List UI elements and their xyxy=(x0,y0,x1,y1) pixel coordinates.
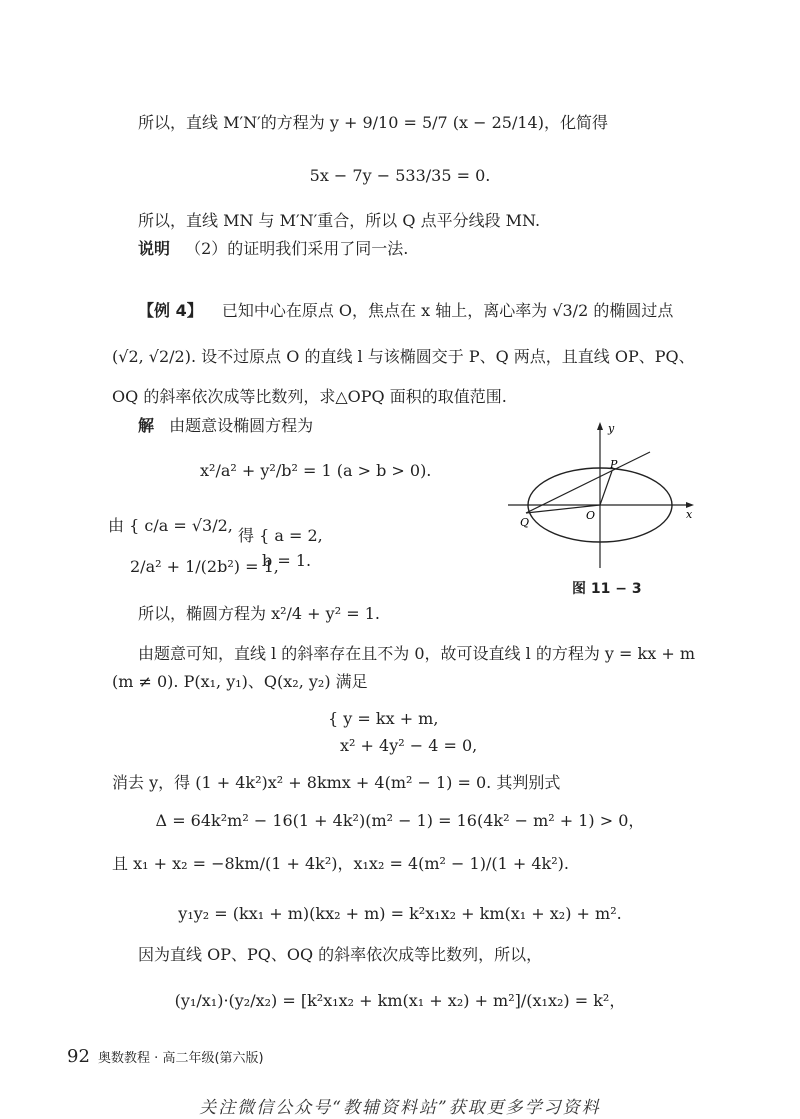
text-line: (√2, √2/2). 设不过原点 O 的直线 l 与该椭圆交于 P、Q 两点，且直线 OP、PQ、 xyxy=(112,347,695,366)
label-o: O xyxy=(586,509,596,522)
equation-system: x² + 4y² − 4 = 0, xyxy=(340,736,478,755)
equation: x²/a² + y²/b² = 1 (a > b > 0). xyxy=(200,461,432,480)
note-line xyxy=(138,238,408,260)
text-line: OQ 的斜率依次成等比数列，求△OPQ 面积的取值范围. xyxy=(112,387,507,406)
page-number: 92 xyxy=(67,1046,90,1067)
note-label: 说明 xyxy=(138,239,171,258)
label-p: P xyxy=(610,458,618,471)
example-line xyxy=(138,300,673,322)
equation-system-result: b = 1. xyxy=(262,551,312,570)
example-text: 已知中心在原点 O，焦点在 x 轴上，离心率为 √3/2 的椭圆过点 xyxy=(221,301,674,320)
equation-system: { y = kx + m, xyxy=(328,709,439,728)
solution-text: 由题意设椭圆方程为 xyxy=(169,416,314,435)
label-y: y xyxy=(608,422,615,435)
watermark: 关注微信公众号“教辅资料站”获取更多学习资料 xyxy=(199,1098,601,1118)
equation: 5x − 7y − 533/35 = 0. xyxy=(309,166,491,185)
example-label: 【例 4】 xyxy=(138,301,203,320)
equation-system: 由 { c/a = √3/2, xyxy=(108,516,233,535)
text-line: 所以，椭圆方程为 x²/4 + y² = 1. xyxy=(138,604,380,623)
note-text: （2）的证明我们采用了同一法. xyxy=(185,239,409,258)
text-line: (m ≠ 0). P(x₁, y₁)、Q(x₂, y₂) 满足 xyxy=(112,672,368,691)
ellipse-figure xyxy=(500,418,700,578)
equation-system-result: 得 { a = 2, xyxy=(238,526,323,545)
line-l xyxy=(526,452,650,513)
page-footer xyxy=(67,1046,264,1067)
equation: Δ = 64k²m² − 16(1 + 4k²)(m² − 1) = 16(4k² − m² + 1) > 0， xyxy=(155,811,645,830)
text-line: 由题意可知，直线 l 的斜率存在且不为 0，故可设直线 l 的方程为 y = kx + m xyxy=(138,644,696,663)
solution-label: 解 xyxy=(138,416,155,435)
figure-caption: 图 11 − 3 xyxy=(572,581,642,597)
text-line: 消去 y，得 (1 + 4k²)x² + 8kmx + 4(m² − 1) = 0. 其判别式 xyxy=(112,773,561,792)
text-line: 因为直线 OP、PQ、OQ 的斜率依次成等比数列，所以， xyxy=(138,945,543,964)
equation: 且 x₁ + x₂ = −8km/(1 + 4k²)，x₁x₂ = 4(m² − 1)/(1 + 4k²). xyxy=(112,854,569,873)
equation: y₁y₂ = (kx₁ + m)(kx₂ + m) = k²x₁x₂ + km(x₁ + x₂) + m². xyxy=(178,904,622,923)
text-line: 所以，直线 M′N′的方程为 y + 9/10 = 5/7 (x − 25/14)，化简得 xyxy=(138,113,608,132)
label-q: Q xyxy=(520,516,530,529)
solution-line xyxy=(138,415,313,437)
equation: (y₁/x₁)·(y₂/x₂) = [k²x₁x₂ + km(x₁ + x₂) + m²]/(x₁x₂) = k²， xyxy=(174,991,626,1010)
y-axis-arrow xyxy=(597,422,603,430)
label-x: x xyxy=(686,508,693,521)
equation-system: 2/a² + 1/(2b²) = 1, xyxy=(130,557,279,576)
text-line: 所以，直线 MN 与 M′N′重合，所以 Q 点平分线段 MN. xyxy=(138,211,541,230)
book-title: 奥数教程 · 高二年级(第六版) xyxy=(98,1051,264,1066)
